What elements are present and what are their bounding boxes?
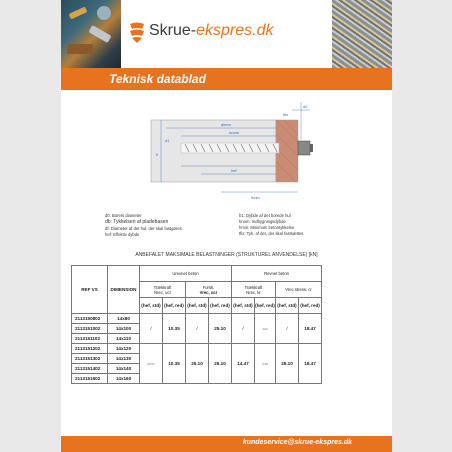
cell-value: 25.10 (209, 314, 232, 344)
sub-header-forskyd-u: Forsk. Vrec, ucr (186, 282, 232, 298)
group-header-revnet: Revnet beton (232, 266, 322, 282)
tools-photo (61, 0, 121, 68)
label-d0: d0 (303, 104, 308, 109)
col-header-dimension: DIMENSION (108, 266, 140, 314)
hef-std: (hef, std) (140, 298, 163, 314)
cell-value: / (232, 314, 255, 344)
anchor-installation-drawing (61, 96, 392, 206)
brand-accent: ekspres.dk (196, 22, 274, 39)
cell-value: 124 (255, 314, 276, 344)
cell-value: / (140, 314, 163, 344)
legend-item: tfix: Tyk. af det, der skal fastsættes (239, 231, 304, 236)
legend-item: df: Diameter af det hul, der skal fastgøres (105, 226, 182, 231)
legend-item: h1: Dybde af det borede hul (239, 213, 291, 218)
cell-value: 25.10 (186, 344, 209, 384)
hef-std: (hef, std) (276, 298, 299, 314)
sub-header-traek-r: Trækkraft Nrec, kr (232, 282, 276, 298)
label-d1: d1 (165, 138, 170, 143)
table-row: 2113151302 14x130 (72, 354, 322, 364)
cell-value: 18.47 (299, 344, 322, 384)
legend-item: d0: Borets diameter (105, 213, 142, 218)
legend-item: hef: Effektiv dybde (105, 232, 140, 237)
header-banner (61, 0, 392, 68)
cell-value: / (276, 314, 299, 344)
col-header-ref: REF VS (72, 266, 108, 314)
hef-std: (hef, std) (186, 298, 209, 314)
cell-value: 14.47 (232, 344, 255, 384)
hef-red: (hef, red) (255, 298, 276, 314)
hef-std: (hef, std) (232, 298, 255, 314)
legend-item: db: Tykkelsen af pladebasen (105, 219, 169, 225)
legend-item: hnom: Indbygningsdybde (239, 219, 286, 224)
brand-name: Skrue- (149, 22, 197, 39)
cell-value: 10.35 (163, 344, 186, 384)
table-row: 2113151602 14x160 (72, 374, 322, 384)
table-row: 2113151102 14x110 (72, 334, 322, 344)
cell-value: / (186, 314, 209, 344)
legend-item: hmin: Minimum betontykkelse (239, 225, 295, 230)
brand-logo-text (149, 22, 274, 40)
label-h: h (156, 152, 159, 157)
cell-value: 20.57 (140, 344, 163, 384)
table-row: 2113151402 14x140 (72, 364, 322, 374)
label-tfix: tfix (283, 112, 289, 117)
datasheet-page (61, 0, 392, 452)
label-hmin: hmin (251, 195, 260, 200)
cell-value: 2.28 (255, 344, 276, 384)
label-hef: hef (231, 168, 237, 173)
footer-bar (61, 436, 392, 452)
table-row: 2113150802 14x80 / 10.35 / 25.10 / 124 / 18.47 (72, 314, 322, 324)
screws-photo (332, 0, 392, 68)
group-header-unrevnet: Urevnet beton (140, 266, 232, 282)
hef-red: (hef, red) (299, 298, 322, 314)
legend-right (239, 213, 303, 237)
hef-red: (hef, red) (209, 298, 232, 314)
label-hnom: hnom (229, 130, 240, 135)
sub-header-traek-u: Trækkraft Nrec, ucr (140, 282, 186, 298)
screw-logo-icon (128, 21, 146, 43)
footer-email-link[interactable]: kundeservice@skrue-ekspres.dk (242, 439, 352, 446)
legend-left (105, 213, 182, 238)
cell-value: 25.10 (276, 344, 299, 384)
table-row: 2113151202 14x120 20.57 10.35 25.10 25.10 14.47 2.28 25.10 18.47 (72, 344, 322, 354)
table-title: ANBEFALET MAKSIMALE BELASTNINGER (STRUKTUREL ANVENDELSE) [kN] (135, 252, 318, 258)
cell-value: 10.35 (163, 314, 186, 344)
sub-header-forskyd-r: Vrec stress, cr (276, 282, 322, 298)
hef-red: (hef, red) (163, 298, 186, 314)
label-dimm: dimm (221, 122, 231, 127)
table-row: 2113151002 14x100 (72, 324, 322, 334)
load-table (71, 265, 322, 384)
cell-value: 25.10 (209, 344, 232, 384)
page-title: Teknisk datablad (61, 68, 392, 90)
cell-value: 18.47 (299, 314, 322, 344)
